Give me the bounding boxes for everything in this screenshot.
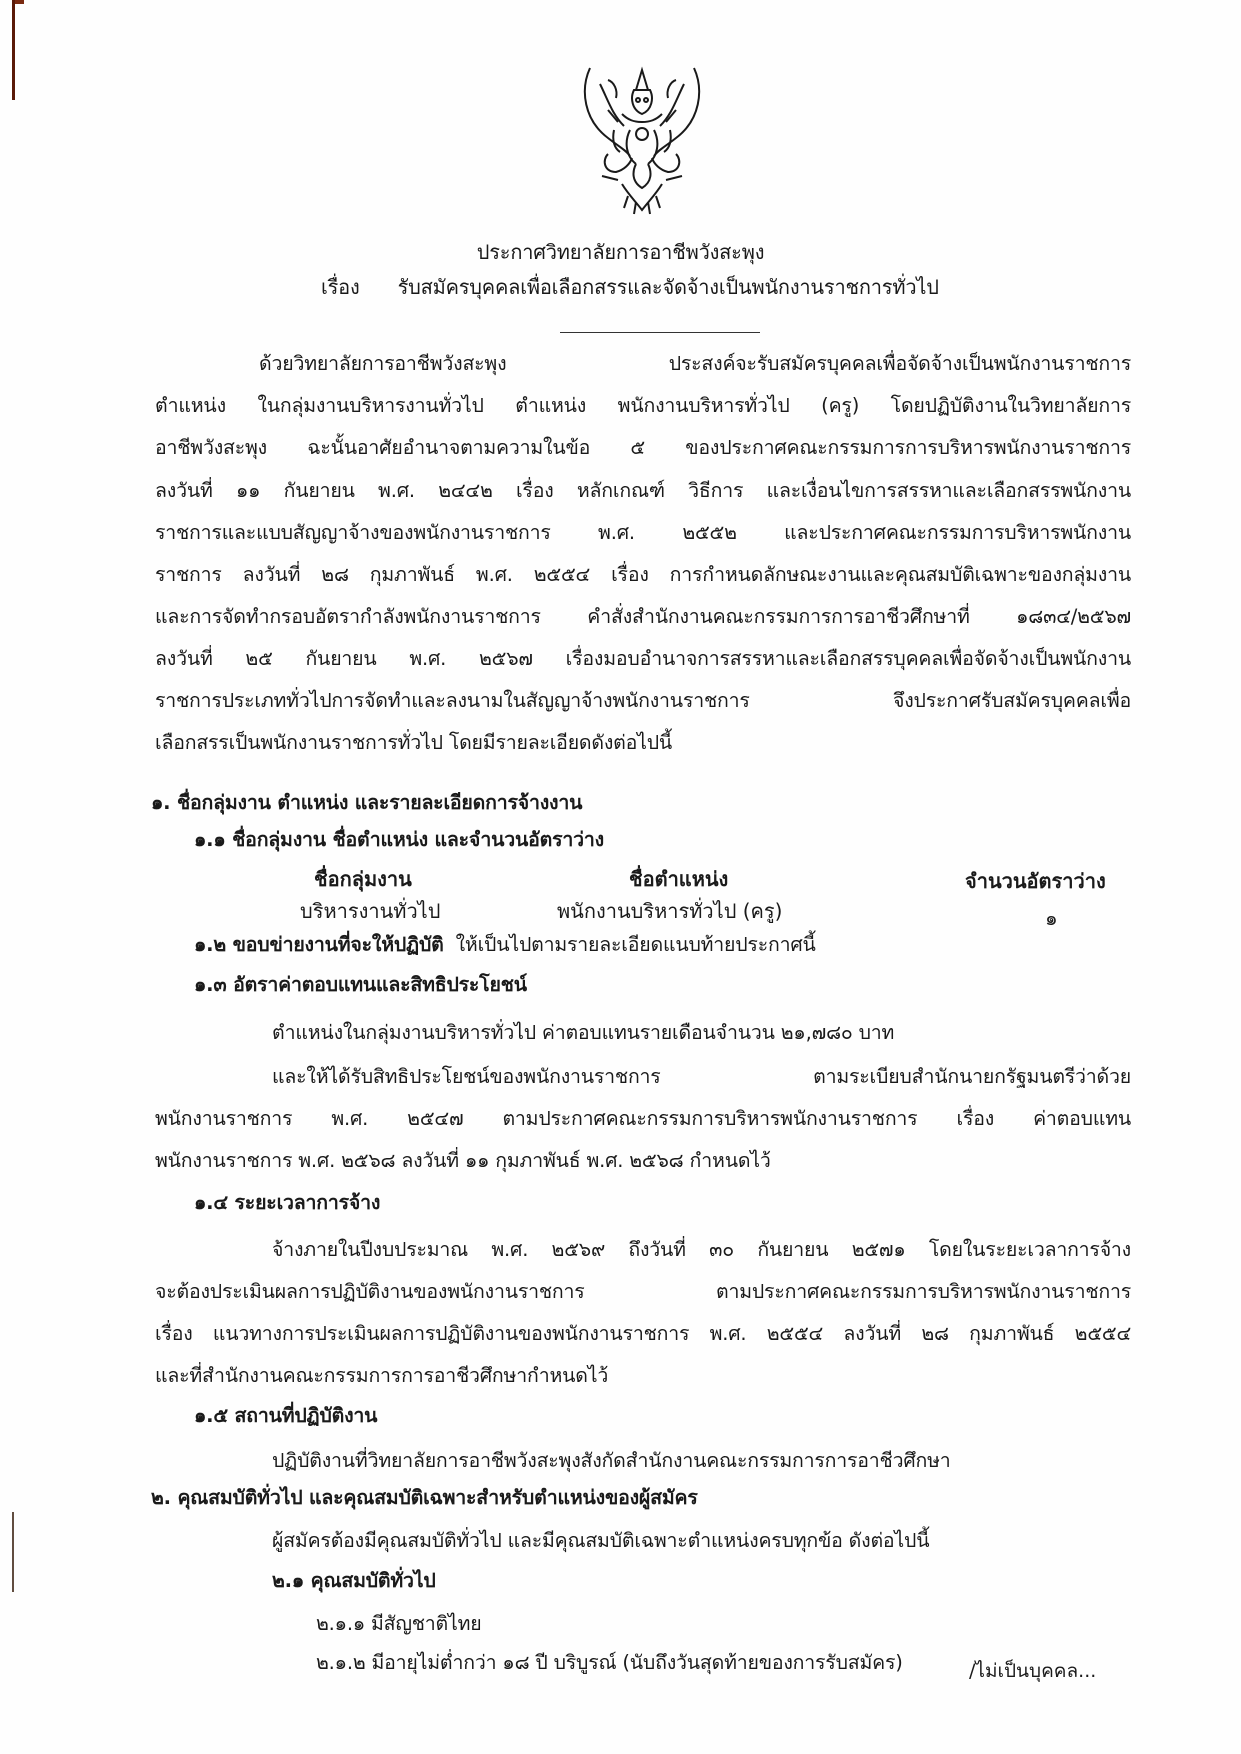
intro-line: ราชการ ลงวันที่ ๒๘ กุมภาพันธ์ พ.ศ. ๒๕๕๔ เรื่อง การกำหนดลักษณะงานและคุณสมบัติเฉพาะของกลุ่มงาน	[155, 563, 1131, 586]
qualification-item: ๒.๑.๑ มีสัญชาติไทย	[316, 1612, 482, 1635]
qualification-item: ๒.๑.๒ มีอายุไม่ต่ำกว่า ๑๘ ปี บริบูรณ์ (นับถึงวันสุดท้ายของการรับสมัคร)	[316, 1651, 903, 1674]
section-1-2-heading: ๑.๒ ขอบข่ายงานที่จะให้ปฏิบัติ	[194, 933, 444, 956]
table-cell-vacancies: ๑	[1045, 906, 1058, 930]
table-cell-group: บริหารงานทั่วไป	[300, 899, 441, 923]
intro-line: ลงวันที่ ๑๑ กันยายน พ.ศ. ๒๔๔๒ เรื่อง หลักเกณฑ์ วิธีการ และเงื่อนไขการสรรหาและเลือกสรรพนักงาน	[155, 479, 1131, 502]
section-1-4-heading: ๑.๔ ระยะเวลาการจ้าง	[194, 1191, 381, 1214]
intro-line: อาชีพวังสะพุง ฉะนั้นอาศัยอำนาจตามความในข้อ ๕ ของประกาศคณะกรรมการการบริหารพนักงานราชการ	[155, 436, 1131, 459]
section-2-1-heading: ๒.๑ คุณสมบัติทั่วไป	[272, 1569, 436, 1592]
section-1-2	[194, 932, 816, 958]
section-1-5-heading: ๑.๕ สถานที่ปฏิบัติงาน	[194, 1404, 378, 1427]
benefits-line: และให้ได้รับสิทธิประโยชน์ของพนักงานราชการ ตามระเบียบสำนักนายกรัฐมนตรีว่าด้วย	[272, 1065, 1131, 1088]
scan-edge-mark	[12, 1512, 14, 1592]
intro-line: ลงวันที่ ๒๕ กันยายน พ.ศ. ๒๕๖๗ เรื่องมอบอำนาจการสรรหาและเลือกสรรบุคคลเพื่อจัดจ้างเป็นพนักงาน	[155, 647, 1131, 670]
table-header-position: ชื่อตำแหน่ง	[629, 867, 729, 891]
salary-line: ตำแหน่งในกลุ่มงานบริหารทั่วไป ค่าตอบแทนรายเดือนจำนวน ๒๑,๗๘๐ บาท	[272, 1021, 895, 1044]
subject-label: เรื่อง	[321, 275, 360, 299]
benefits-line: พนักงานราชการ พ.ศ. ๒๕๔๗ ตามประกาศคณะกรรมการบริหารพนักงานราชการ เรื่อง ค่าตอบแทน	[155, 1107, 1131, 1130]
subject-line	[321, 274, 939, 300]
employment-period-line: เรื่อง แนวทางการประเมินผลการปฏิบัติงานของพนักงานราชการ พ.ศ. ๒๕๕๔ ลงวันที่ ๒๘ กุมภาพันธ์ ๒๕๕๔	[155, 1322, 1131, 1345]
intro-line: เลือกสรรเป็นพนักงานราชการทั่วไป โดยมีรายละเอียดดังต่อไปนี้	[155, 731, 673, 754]
title-divider	[560, 332, 760, 333]
employment-period-line: และที่สำนักงานคณะกรรมการการอาชีวศึกษากำหนดไว้	[155, 1364, 609, 1387]
intro-line: ราชการประเภททั่วไปการจัดทำและลงนามในสัญญาจ้างพนักงานราชการ จึงประกาศรับสมัครบุคคลเพื่อ	[155, 689, 1131, 712]
work-location-text: ปฏิบัติงานที่วิทยาลัยการอาชีพวังสะพุงสังกัดสำนักงานคณะกรรมการการอาชีวศึกษา	[272, 1449, 951, 1472]
table-header-vacancies: จำนวนอัตราว่าง	[965, 869, 1106, 893]
intro-line: และการจัดทำกรอบอัตรากำลังพนักงานราชการ คำสั่งสำนักงานคณะกรรมการการอาชีวศึกษาที่ ๑๘๓๔/๒๕๖๗	[155, 605, 1131, 628]
scan-edge-mark	[12, 0, 15, 100]
subject-text: รับสมัครบุคคลเพื่อเลือกสรรและจัดจ้างเป็นพนักงานราชการทั่วไป	[397, 275, 939, 299]
section-1-3-heading: ๑.๓ อัตราค่าตอบแทนและสิทธิประโยชน์	[194, 973, 527, 996]
document-title: ประกาศวิทยาลัยการอาชีพวังสะพุง	[476, 240, 765, 264]
employment-period-line: จะต้องประเมินผลการปฏิบัติงานของพนักงานราชการ ตามประกาศคณะกรรมการบริหารพนักงานราชการ	[155, 1280, 1131, 1303]
intro-line: ราชการและแบบสัญญาจ้างของพนักงานราชการ พ.ศ. ๒๕๕๒ และประกาศคณะกรรมการบริหารพนักงาน	[155, 521, 1131, 544]
section-1-heading: ๑. ชื่อกลุ่มงาน ตำแหน่ง และรายละเอียดการจ้างงาน	[151, 791, 583, 814]
continuation-marker: /ไม่เป็นบุคคล...	[969, 1660, 1097, 1682]
intro-line: ด้วยวิทยาลัยการอาชีพวังสะพุง ประสงค์จะรับสมัครบุคคลเพื่อจัดจ้างเป็นพนักงานราชการ	[259, 352, 1131, 375]
employment-period-line: จ้างภายในปีงบประมาณ พ.ศ. ๒๕๖๙ ถึงวันที่ ๓๐ กันยายน ๒๕๗๑ โดยในระยะเวลาการจ้าง	[272, 1238, 1131, 1261]
section-1-2-text: ให้เป็นไปตามรายละเอียดแนบท้ายประกาศนี้	[455, 933, 816, 956]
benefits-line: พนักงานราชการ พ.ศ. ๒๕๖๘ ลงวันที่ ๑๑ กุมภาพันธ์ พ.ศ. ๒๕๖๘ กำหนดไว้	[155, 1149, 771, 1172]
table-header-group: ชื่อกลุ่มงาน	[314, 867, 412, 891]
table-cell-position: พนักงานบริหารทั่วไป (ครู)	[557, 899, 783, 923]
section-1-1-heading: ๑.๑ ชื่อกลุ่มงาน ชื่อตำแหน่ง และจำนวนอัตราว่าง	[194, 828, 604, 851]
section-2-heading: ๒. คุณสมบัติทั่วไป และคุณสมบัติเฉพาะสำหรับตำแหน่งของผู้สมัคร	[151, 1486, 698, 1509]
intro-line: ตำแหน่ง ในกลุ่มงานบริหารงานทั่วไป ตำแหน่ง พนักงานบริหารทั่วไป (ครู) โดยปฏิบัติงานในวิทยาลัยการ	[155, 394, 1131, 417]
garuda-emblem-icon	[578, 60, 706, 218]
section-2-intro: ผู้สมัครต้องมีคุณสมบัติทั่วไป และมีคุณสมบัติเฉพาะตำแหน่งครบทุกข้อ ดังต่อไปนี้	[272, 1529, 930, 1552]
